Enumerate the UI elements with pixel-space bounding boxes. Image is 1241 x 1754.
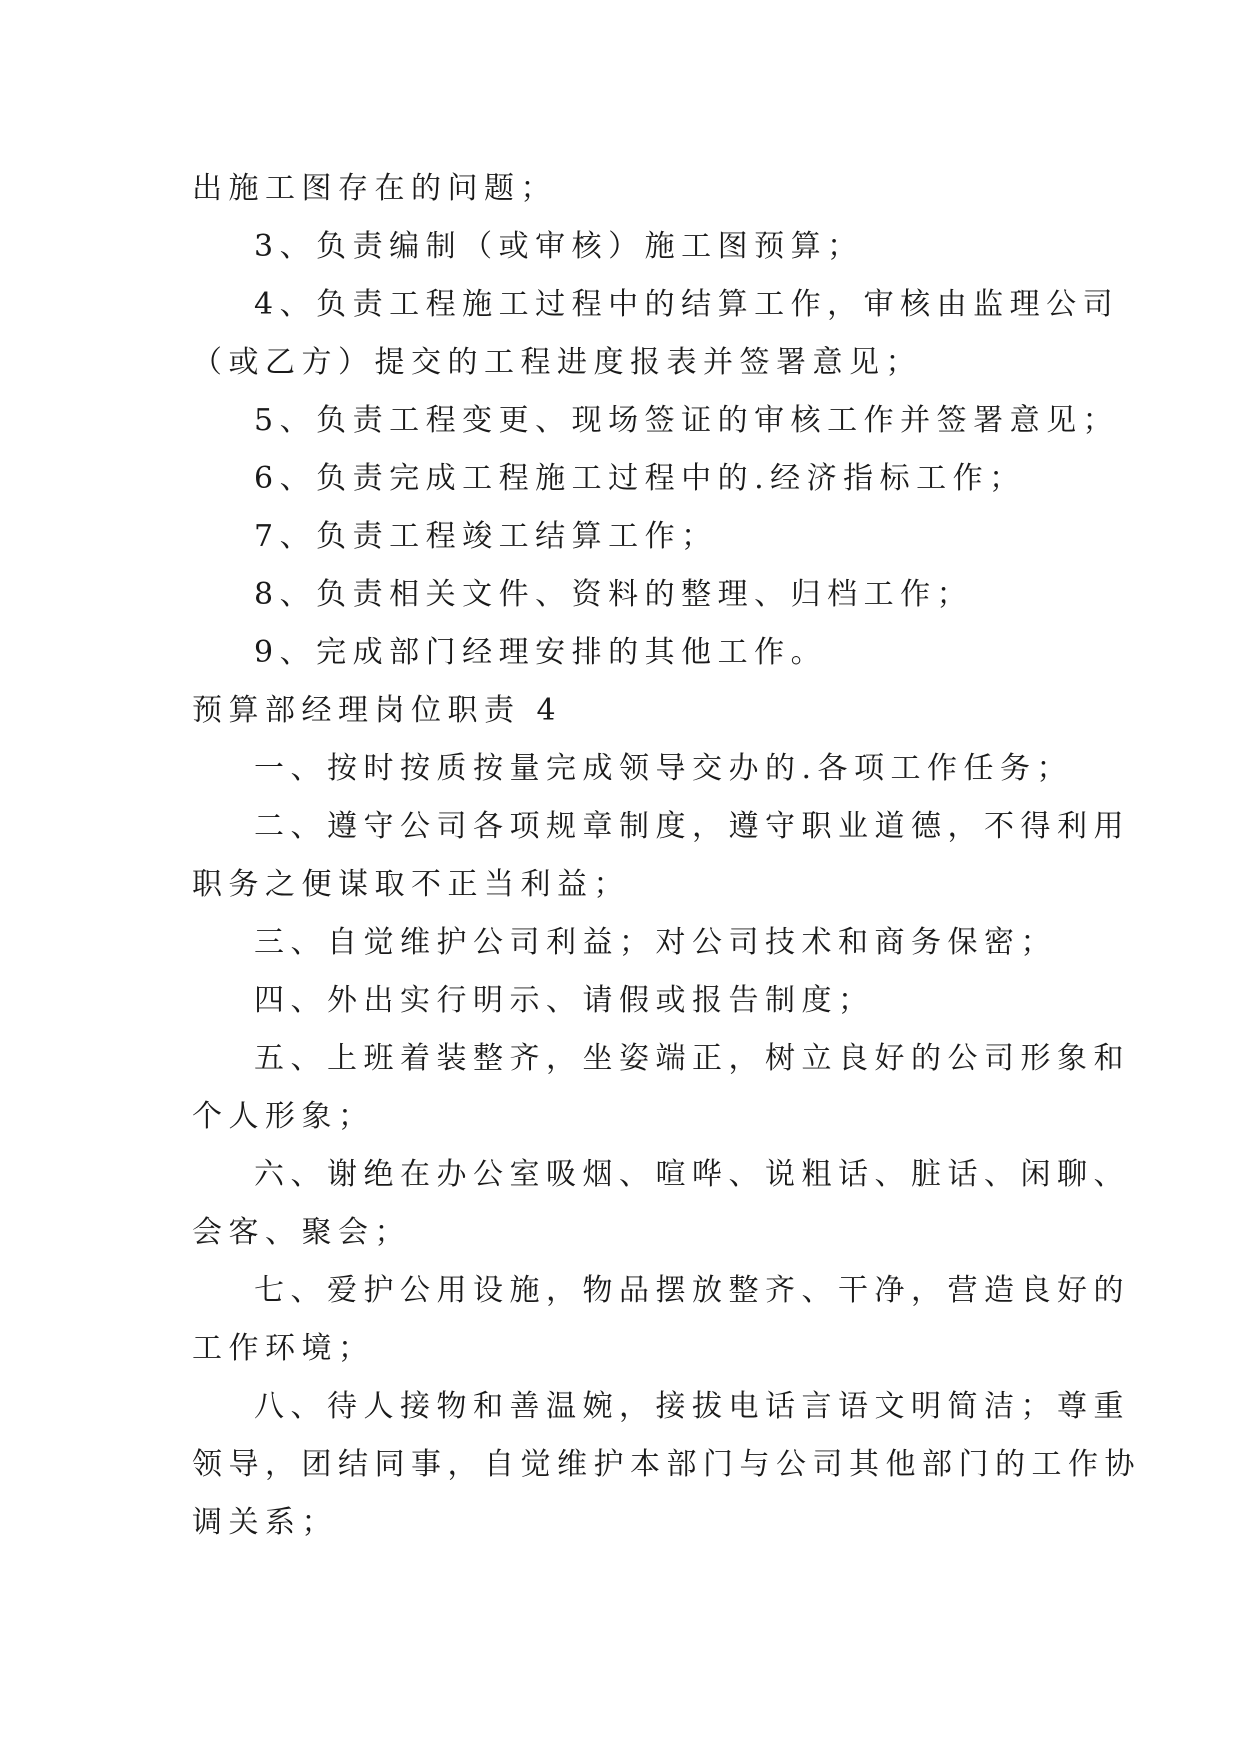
list-item: 5、负责工程变更、现场签证的审核工作并签署意见； (254, 403, 1120, 438)
list-item: 七、爱护公用设施，物品摆放整齐、干净，营造良好的 (254, 1273, 1130, 1308)
body-line: 会客、聚会； (192, 1215, 411, 1250)
list-item: 8、负责相关文件、资料的整理、归档工作； (254, 577, 974, 612)
list-item: 6、负责完成工程施工过程中的.经济指标工作； (254, 461, 1026, 496)
body-line: 工作环境； (192, 1331, 375, 1366)
list-item: 4、负责工程施工过程中的结算工作，审核由监理公司 (254, 287, 1120, 322)
body-line: 调关系； (192, 1505, 338, 1540)
body-line: 个人形象； (192, 1099, 375, 1134)
list-item: 四、外出实行明示、请假或报告制度； (254, 983, 875, 1018)
list-item: 八、待人接物和善温婉，接拔电话言语文明简洁；尊重 (254, 1389, 1130, 1424)
list-item: 9、完成部门经理安排的其他工作。 (254, 635, 828, 670)
list-item: 7、负责工程竣工结算工作； (254, 519, 718, 554)
list-item: 二、遵守公司各项规章制度，遵守职业道德，不得利用 (254, 809, 1130, 844)
document-body (192, 160, 1141, 1552)
list-item: 五、上班着装整齐，坐姿端正，树立良好的公司形象和 (254, 1041, 1130, 1076)
list-item: 3、负责编制（或审核）施工图预算； (254, 229, 864, 264)
body-line: （或乙方）提交的工程进度报表并签署意见； (192, 345, 922, 380)
list-item: 三、自觉维护公司利益；对公司技术和商务保密； (254, 925, 1057, 960)
body-line: 领导，团结同事，自觉维护本部门与公司其他部门的工作协 (192, 1447, 1141, 1482)
section-heading: 预算部经理岗位职责 4 (192, 693, 563, 728)
list-item: 六、谢绝在办公室吸烟、喧哗、说粗话、脏话、闲聊、 (254, 1157, 1130, 1192)
list-item: 一、按时按质按量完成领导交办的.各项工作任务； (254, 751, 1074, 786)
body-line: 职务之便谋取不正当利益； (192, 867, 630, 902)
body-line: 出施工图存在的问题； (192, 171, 557, 206)
